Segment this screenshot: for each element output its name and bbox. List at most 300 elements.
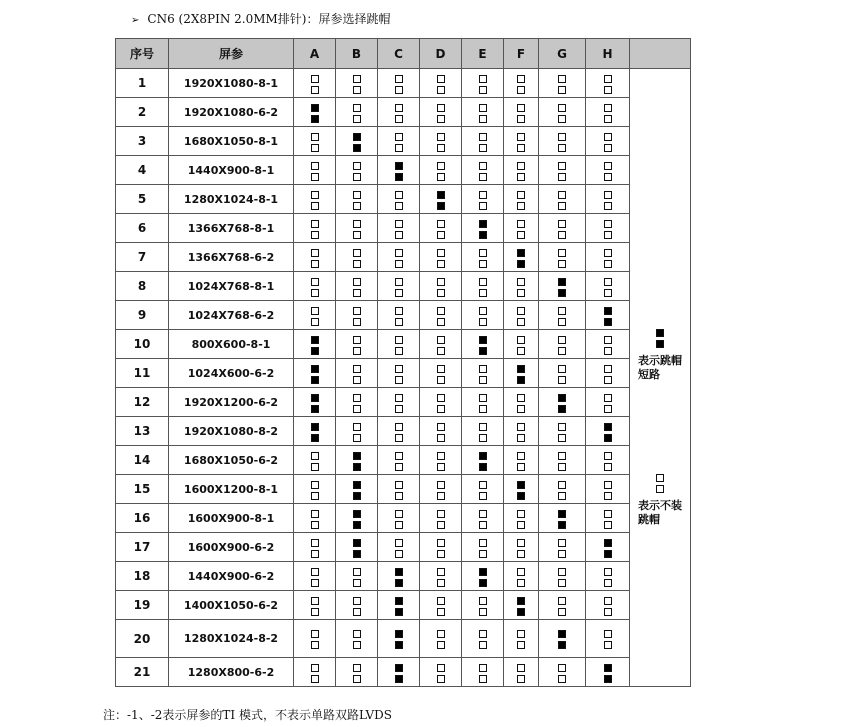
pin-square bbox=[479, 492, 487, 500]
pin-square bbox=[517, 104, 525, 112]
pin-square bbox=[479, 104, 487, 112]
pin-square bbox=[437, 630, 445, 638]
pin-square bbox=[395, 133, 403, 141]
jumper-cell-f bbox=[504, 475, 539, 504]
row-seq: 8 bbox=[116, 272, 169, 301]
pin-square bbox=[395, 675, 403, 683]
row-seq: 18 bbox=[116, 562, 169, 591]
row-screen-param: 1024X600-6-2 bbox=[169, 359, 294, 388]
pin-square bbox=[353, 641, 361, 649]
jumper-cell-e bbox=[462, 475, 504, 504]
jumper-off-icon bbox=[517, 104, 525, 123]
row-screen-param: 1920X1080-8-1 bbox=[169, 69, 294, 98]
pin-square bbox=[353, 597, 361, 605]
pin-square bbox=[479, 278, 487, 286]
pin-square bbox=[479, 394, 487, 402]
pin-square bbox=[479, 630, 487, 638]
pin-square bbox=[395, 550, 403, 558]
pin-square bbox=[353, 452, 361, 460]
table-row bbox=[116, 562, 691, 591]
table-row bbox=[116, 156, 691, 185]
jumper-cell-f bbox=[504, 156, 539, 185]
jumper-cell-f bbox=[504, 98, 539, 127]
row-screen-param: 1366X768-6-2 bbox=[169, 243, 294, 272]
jumper-cell-b bbox=[336, 69, 378, 98]
pin-square bbox=[437, 664, 445, 672]
jumper-cell-h bbox=[586, 417, 630, 446]
jumper-cell-g bbox=[539, 69, 586, 98]
pin-square bbox=[437, 641, 445, 649]
pin-square bbox=[395, 75, 403, 83]
pin-square bbox=[437, 75, 445, 83]
jumper-off-icon bbox=[604, 394, 612, 413]
jumper-off-icon bbox=[604, 220, 612, 239]
pin-square bbox=[437, 249, 445, 257]
pin-square bbox=[437, 220, 445, 228]
jumper-cell-a bbox=[294, 359, 336, 388]
pin-square bbox=[353, 608, 361, 616]
pin-square bbox=[558, 376, 566, 384]
pin-square bbox=[395, 231, 403, 239]
jumper-on-icon bbox=[311, 336, 319, 355]
pin-square bbox=[395, 510, 403, 518]
jumper-cell-d bbox=[420, 388, 462, 417]
jumper-cell-a bbox=[294, 620, 336, 658]
jumper-cell-g bbox=[539, 301, 586, 330]
jumper-cell-a bbox=[294, 533, 336, 562]
jumper-cell-d bbox=[420, 98, 462, 127]
table-row bbox=[116, 127, 691, 156]
jumper-off-icon bbox=[437, 365, 445, 384]
pin-square bbox=[604, 394, 612, 402]
pin-square bbox=[311, 608, 319, 616]
jumper-cell-d bbox=[420, 504, 462, 533]
row-seq: 17 bbox=[116, 533, 169, 562]
pin-square bbox=[437, 336, 445, 344]
jumper-cell-a bbox=[294, 446, 336, 475]
jumper-cell-e bbox=[462, 243, 504, 272]
jumper-cell-g bbox=[539, 272, 586, 301]
row-screen-param: 1280X1024-8-2 bbox=[169, 620, 294, 658]
pin-square bbox=[311, 191, 319, 199]
pin-square bbox=[395, 260, 403, 268]
legend-cell bbox=[630, 69, 691, 687]
jumper-cell-e bbox=[462, 446, 504, 475]
pin-square bbox=[437, 463, 445, 471]
jumper-off-icon bbox=[311, 510, 319, 529]
jumper-off-icon bbox=[558, 191, 566, 210]
pin-square bbox=[558, 434, 566, 442]
pin-square bbox=[517, 307, 525, 315]
jumper-off-icon bbox=[311, 162, 319, 181]
jumper-cell-g bbox=[539, 620, 586, 658]
jumper-cell-c bbox=[378, 243, 420, 272]
jumper-on-icon bbox=[353, 510, 361, 529]
jumper-off-icon bbox=[479, 307, 487, 326]
jumper-cell-b bbox=[336, 446, 378, 475]
pin-square bbox=[517, 568, 525, 576]
pin-square bbox=[311, 376, 319, 384]
jumper-off-icon bbox=[353, 162, 361, 181]
jumper-cell-b bbox=[336, 658, 378, 687]
pin-square bbox=[558, 75, 566, 83]
jumper-off-icon bbox=[437, 539, 445, 558]
pin-square bbox=[479, 307, 487, 315]
pin-square bbox=[558, 289, 566, 297]
row-seq: 12 bbox=[116, 388, 169, 417]
pin-square bbox=[558, 318, 566, 326]
jumper-cell-c bbox=[378, 214, 420, 243]
pin-square bbox=[311, 162, 319, 170]
row-screen-param: 1400X1050-6-2 bbox=[169, 591, 294, 620]
jumper-off-icon bbox=[479, 597, 487, 616]
pin-square bbox=[604, 405, 612, 413]
jumper-cell-f bbox=[504, 446, 539, 475]
header-b: B bbox=[336, 39, 378, 69]
jumper-cell-h bbox=[586, 658, 630, 687]
jumper-off-icon bbox=[604, 191, 612, 210]
pin-square bbox=[479, 347, 487, 355]
pin-square bbox=[604, 278, 612, 286]
pin-square bbox=[604, 289, 612, 297]
jumper-on-icon bbox=[558, 394, 566, 413]
pin-square bbox=[353, 86, 361, 94]
pin-square bbox=[311, 144, 319, 152]
jumper-off-icon bbox=[604, 249, 612, 268]
pin-square bbox=[604, 318, 612, 326]
pin-square bbox=[558, 568, 566, 576]
pin-square bbox=[479, 452, 487, 460]
jumper-off-icon bbox=[395, 510, 403, 529]
jumper-cell-a bbox=[294, 330, 336, 359]
jumper-cell-d bbox=[420, 272, 462, 301]
jumper-cell-h bbox=[586, 359, 630, 388]
pin-square bbox=[395, 394, 403, 402]
jumper-cell-d bbox=[420, 359, 462, 388]
pin-square bbox=[353, 202, 361, 210]
jumper-cell-f bbox=[504, 185, 539, 214]
jumper-off-icon bbox=[311, 664, 319, 683]
header-h: H bbox=[586, 39, 630, 69]
pin-square bbox=[395, 278, 403, 286]
header-g: G bbox=[539, 39, 586, 69]
pin-square bbox=[395, 434, 403, 442]
jumper-cell-f bbox=[504, 620, 539, 658]
jumper-on-icon bbox=[517, 481, 525, 500]
jumper-off-icon bbox=[353, 191, 361, 210]
jumper-on-icon bbox=[479, 336, 487, 355]
jumper-cell-b bbox=[336, 98, 378, 127]
pin-square bbox=[517, 521, 525, 529]
jumper-cell-f bbox=[504, 69, 539, 98]
jumper-off-icon bbox=[311, 452, 319, 471]
pin-square bbox=[353, 492, 361, 500]
pin-square bbox=[395, 539, 403, 547]
jumper-cell-c bbox=[378, 533, 420, 562]
pin-square bbox=[558, 307, 566, 315]
pin-square bbox=[604, 423, 612, 431]
pin-square bbox=[437, 115, 445, 123]
pin-square bbox=[395, 568, 403, 576]
jumper-cell-f bbox=[504, 127, 539, 156]
jumper-off-icon bbox=[604, 104, 612, 123]
jumper-off-icon bbox=[604, 365, 612, 384]
pin-square bbox=[479, 115, 487, 123]
pin-square bbox=[517, 347, 525, 355]
jumper-cell-c bbox=[378, 388, 420, 417]
pin-square bbox=[479, 405, 487, 413]
pin-square bbox=[517, 434, 525, 442]
pin-square bbox=[517, 260, 525, 268]
pin-square bbox=[311, 336, 319, 344]
pin-square bbox=[558, 115, 566, 123]
jumper-cell-e bbox=[462, 98, 504, 127]
header-f: F bbox=[504, 39, 539, 69]
pin-square bbox=[437, 394, 445, 402]
jumper-off-icon bbox=[656, 474, 664, 493]
jumper-cell-h bbox=[586, 504, 630, 533]
jumper-on-icon bbox=[558, 510, 566, 529]
jumper-off-icon bbox=[479, 278, 487, 297]
jumper-cell-h bbox=[586, 214, 630, 243]
jumper-cell-b bbox=[336, 330, 378, 359]
jumper-on-icon bbox=[558, 630, 566, 649]
jumper-cell-g bbox=[539, 533, 586, 562]
pin-square bbox=[437, 597, 445, 605]
jumper-off-icon bbox=[353, 336, 361, 355]
jumper-cell-d bbox=[420, 185, 462, 214]
jumper-off-icon bbox=[437, 568, 445, 587]
jumper-cell-h bbox=[586, 243, 630, 272]
pin-square bbox=[353, 347, 361, 355]
pin-square bbox=[517, 191, 525, 199]
pin-square bbox=[395, 191, 403, 199]
pin-square bbox=[311, 423, 319, 431]
pin-square bbox=[353, 664, 361, 672]
pin-square bbox=[353, 550, 361, 558]
table-row bbox=[116, 98, 691, 127]
table-row bbox=[116, 359, 691, 388]
pin-square bbox=[558, 249, 566, 257]
jumper-off-icon bbox=[395, 394, 403, 413]
pin-square bbox=[353, 463, 361, 471]
pin-square bbox=[558, 104, 566, 112]
jumper-cell-d bbox=[420, 417, 462, 446]
jumper-off-icon bbox=[479, 75, 487, 94]
pin-square bbox=[437, 173, 445, 181]
jumper-cell-f bbox=[504, 658, 539, 687]
jumper-cell-f bbox=[504, 330, 539, 359]
pin-square bbox=[558, 394, 566, 402]
pin-square bbox=[604, 75, 612, 83]
jumper-off-icon bbox=[395, 249, 403, 268]
pin-square bbox=[517, 630, 525, 638]
jumper-cell-e bbox=[462, 127, 504, 156]
jumper-cell-d bbox=[420, 301, 462, 330]
jumper-cell-a bbox=[294, 562, 336, 591]
jumper-on-icon bbox=[311, 365, 319, 384]
jumper-cell-b bbox=[336, 504, 378, 533]
jumper-cell-h bbox=[586, 533, 630, 562]
jumper-cell-h bbox=[586, 562, 630, 591]
pin-square bbox=[558, 220, 566, 228]
row-screen-param: 1600X900-8-1 bbox=[169, 504, 294, 533]
jumper-cell-f bbox=[504, 562, 539, 591]
jumper-cell-d bbox=[420, 475, 462, 504]
jumper-cell-d bbox=[420, 446, 462, 475]
pin-square bbox=[604, 104, 612, 112]
pin-square bbox=[604, 597, 612, 605]
jumper-cell-g bbox=[539, 127, 586, 156]
jumper-cell-b bbox=[336, 388, 378, 417]
pin-square bbox=[437, 510, 445, 518]
pin-square bbox=[517, 202, 525, 210]
jumper-cell-d bbox=[420, 243, 462, 272]
jumper-off-icon bbox=[395, 220, 403, 239]
jumper-cell-c bbox=[378, 504, 420, 533]
jumper-off-icon bbox=[437, 597, 445, 616]
pin-square bbox=[558, 641, 566, 649]
jumper-cell-d bbox=[420, 620, 462, 658]
header-seq: 序号 bbox=[116, 39, 169, 69]
pin-square bbox=[311, 434, 319, 442]
pin-square bbox=[604, 521, 612, 529]
pin-square bbox=[558, 133, 566, 141]
pin-square bbox=[437, 231, 445, 239]
jumper-off-icon bbox=[353, 423, 361, 442]
legend-short bbox=[630, 329, 690, 382]
jumper-cell-d bbox=[420, 658, 462, 687]
pin-square bbox=[479, 220, 487, 228]
pin-square bbox=[311, 104, 319, 112]
jumper-cell-b bbox=[336, 301, 378, 330]
row-seq: 5 bbox=[116, 185, 169, 214]
pin-square bbox=[604, 492, 612, 500]
pin-square bbox=[558, 278, 566, 286]
jumper-cell-a bbox=[294, 127, 336, 156]
jumper-cell-d bbox=[420, 330, 462, 359]
pin-square bbox=[517, 579, 525, 587]
jumper-off-icon bbox=[517, 191, 525, 210]
pin-square bbox=[604, 249, 612, 257]
jumper-cell-f bbox=[504, 388, 539, 417]
jumper-off-icon bbox=[437, 75, 445, 94]
jumper-off-icon bbox=[558, 481, 566, 500]
jumper-on-icon bbox=[558, 278, 566, 297]
jumper-off-icon bbox=[437, 307, 445, 326]
pin-square bbox=[395, 630, 403, 638]
pin-square bbox=[558, 347, 566, 355]
pin-square bbox=[437, 452, 445, 460]
jumper-off-icon bbox=[395, 423, 403, 442]
pin-square bbox=[395, 664, 403, 672]
table-row bbox=[116, 243, 691, 272]
jumper-off-icon bbox=[437, 162, 445, 181]
pin-square bbox=[517, 278, 525, 286]
pin-square bbox=[353, 568, 361, 576]
jumper-cell-f bbox=[504, 301, 539, 330]
pin-square bbox=[353, 675, 361, 683]
table-row bbox=[116, 475, 691, 504]
jumper-cell-c bbox=[378, 330, 420, 359]
footnote: 注：-1、-2表示屏参的TI 模式，不表示单路双路LVDS bbox=[103, 708, 392, 722]
jumper-cell-b bbox=[336, 533, 378, 562]
row-seq: 14 bbox=[116, 446, 169, 475]
pin-square bbox=[479, 260, 487, 268]
pin-square bbox=[353, 249, 361, 257]
jumper-off-icon bbox=[517, 539, 525, 558]
pin-square bbox=[437, 521, 445, 529]
pin-square bbox=[558, 336, 566, 344]
table-row bbox=[116, 214, 691, 243]
row-screen-param: 1440X900-8-1 bbox=[169, 156, 294, 185]
bullet-arrow-icon: ➢ bbox=[131, 15, 140, 26]
row-seq: 15 bbox=[116, 475, 169, 504]
pin-square bbox=[353, 75, 361, 83]
jumper-cell-d bbox=[420, 562, 462, 591]
pin-square bbox=[604, 510, 612, 518]
jumper-cell-c bbox=[378, 475, 420, 504]
pin-square bbox=[517, 608, 525, 616]
jumper-cell-c bbox=[378, 446, 420, 475]
pin-square bbox=[437, 579, 445, 587]
pin-square bbox=[437, 104, 445, 112]
jumper-cell-h bbox=[586, 620, 630, 658]
pin-square bbox=[656, 340, 664, 348]
jumper-off-icon bbox=[311, 220, 319, 239]
jumper-off-icon bbox=[311, 191, 319, 210]
jumper-off-icon bbox=[479, 133, 487, 152]
jumper-cell-f bbox=[504, 243, 539, 272]
jumper-cell-g bbox=[539, 185, 586, 214]
jumper-off-icon bbox=[395, 191, 403, 210]
pin-square bbox=[558, 162, 566, 170]
pin-square bbox=[437, 434, 445, 442]
pin-square bbox=[311, 133, 319, 141]
pin-square bbox=[604, 452, 612, 460]
pin-square bbox=[353, 173, 361, 181]
header-legend bbox=[630, 39, 691, 69]
table-row bbox=[116, 69, 691, 98]
pin-square bbox=[311, 394, 319, 402]
pin-square bbox=[558, 365, 566, 373]
jumper-on-icon bbox=[311, 104, 319, 123]
pin-square bbox=[517, 481, 525, 489]
jumper-off-icon bbox=[311, 481, 319, 500]
jumper-off-icon bbox=[558, 162, 566, 181]
pin-square bbox=[604, 664, 612, 672]
jumper-off-icon bbox=[353, 75, 361, 94]
jumper-on-icon bbox=[437, 191, 445, 210]
pin-square bbox=[395, 289, 403, 297]
jumper-off-icon bbox=[395, 365, 403, 384]
pin-square bbox=[353, 481, 361, 489]
pin-square bbox=[395, 115, 403, 123]
pin-square bbox=[479, 463, 487, 471]
pin-square bbox=[558, 492, 566, 500]
jumper-off-icon bbox=[353, 394, 361, 413]
jumper-off-icon bbox=[395, 104, 403, 123]
table-row bbox=[116, 272, 691, 301]
pin-square bbox=[395, 249, 403, 257]
pin-square bbox=[395, 173, 403, 181]
jumper-cell-e bbox=[462, 330, 504, 359]
pin-square bbox=[604, 173, 612, 181]
pin-square bbox=[311, 675, 319, 683]
jumper-off-icon bbox=[437, 664, 445, 683]
pin-square bbox=[479, 365, 487, 373]
jumper-off-icon bbox=[395, 452, 403, 471]
